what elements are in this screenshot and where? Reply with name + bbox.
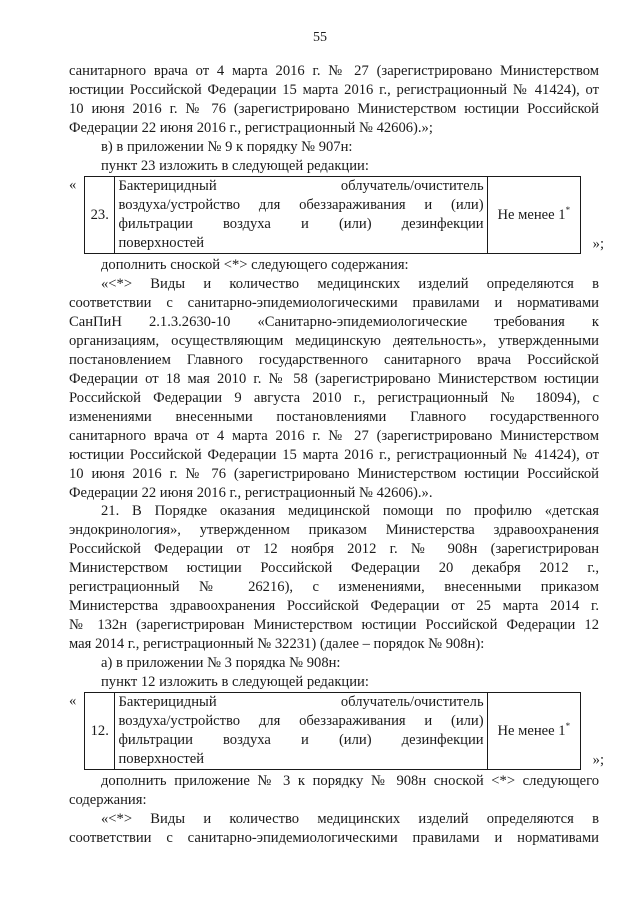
text-line: Федерации от 18 мая 2010 г. № 58 (зарегистрировано Министерством юстиции xyxy=(69,371,599,387)
subitem-v: в) в приложении № 9 к порядку № 907н: xyxy=(101,139,353,155)
subitem-v-instruction: пункт 23 изложить в следующей редакции: xyxy=(101,158,369,174)
text-line: Министерством юстиции Российской Федерации 20 декабря 2012 г., xyxy=(69,560,599,576)
text-line: изменениями внесенными постановлениями Главного государственного xyxy=(69,409,599,425)
item-description xyxy=(115,693,487,770)
footnote-intro: дополнить приложение № 3 к порядку № 908н сноской <*> следующего xyxy=(101,773,599,789)
text-line: 21. В Порядке оказания медицинской помощи по профилю «детская xyxy=(101,503,599,519)
text-line: соответствии с санитарно-эпидемиологическими правилами и нормативами xyxy=(69,830,599,846)
text-line: Российской Федерации 9 августа 2010 г., регистрационный № 18094), с xyxy=(69,390,599,406)
footnote-intro: дополнить сноской <*> следующего содержания: xyxy=(101,257,409,273)
description-line: поверхностей xyxy=(118,751,205,767)
item-number: 12. xyxy=(85,693,115,770)
text-line: 10 июня 2016 г. № 76 (зарегистрировано Министерством юстиции Российской xyxy=(69,101,599,117)
footnote-intro: содержания: xyxy=(69,792,147,808)
text-line: юстиции Российской Федерации 15 марта 2016 г., регистрационный № 41424), от xyxy=(69,447,599,463)
text-line: санитарного врача от 4 марта 2016 г. № 27 (зарегистрировано Министерством xyxy=(69,428,599,444)
text-line: соответствии с санитарно-эпидемиологическими правилами и нормативами xyxy=(69,295,599,311)
footnote-mark: * xyxy=(565,720,571,731)
text-line: № 132н (зарегистрирован Министерством юстиции Российской Федерации 12 xyxy=(69,617,599,633)
description-line: Бактерицидный облучатель/очиститель xyxy=(118,178,484,194)
description-line: фильтрации воздуха и (или) дезинфекции xyxy=(118,732,484,748)
quoted-table-23 xyxy=(69,176,604,254)
item-number: 23. xyxy=(85,177,115,254)
text-line: организациям, осуществляющим медицинскую деятельность», утвержденными xyxy=(69,333,599,349)
text-line: СанПиН 2.1.3.2630-10 «Санитарно-эпидемиологические требования к xyxy=(69,314,599,330)
close-quote: »; xyxy=(592,236,604,252)
quoted-table-12 xyxy=(69,692,604,770)
open-quote: « xyxy=(69,177,77,193)
text-line: постановлением Главного государственного санитарного врача Российской xyxy=(69,352,599,368)
description-line: воздуха/устройство для обеззараживания и (или) xyxy=(118,713,484,729)
text-line: мая 2014 г., регистрационный № 32231) (далее – порядок № 908н): xyxy=(69,636,485,652)
table-row xyxy=(85,177,581,254)
equipment-table xyxy=(84,692,581,770)
item-quantity xyxy=(487,693,580,770)
text-line: Федерации 22 июня 2016 г., регистрационный № 42606).». xyxy=(69,485,433,501)
subitem-a: а) в приложении № 3 порядка № 908н: xyxy=(101,655,341,671)
text-line: регистрационный № 26216), с изменениями, внесенными приказом xyxy=(69,579,599,595)
text-line: юстиции Российской Федерации 15 марта 2016 г., регистрационный № 41424), от xyxy=(69,82,599,98)
description-line: воздуха/устройство для обеззараживания и (или) xyxy=(118,197,484,213)
description-line: Бактерицидный облучатель/очиститель xyxy=(118,694,484,710)
close-quote: »; xyxy=(592,752,604,768)
quantity-text: Не менее 1 xyxy=(497,206,566,223)
open-quote: « xyxy=(69,693,77,709)
text-line: «<*> Виды и количество медицинских изделий определяются в xyxy=(101,811,599,827)
description-line: фильтрации воздуха и (или) дезинфекции xyxy=(118,216,484,232)
text-line: «<*> Виды и количество медицинских изделий определяются в xyxy=(101,276,599,292)
footnote-section-1 xyxy=(69,256,599,503)
text-line: санитарного врача от 4 марта 2016 г. № 27 (зарегистрировано Министерством xyxy=(69,63,599,79)
description-line: поверхностей xyxy=(118,235,205,251)
text-line: Министерства здравоохранения Российской Федерации от 25 марта 2014 г. xyxy=(69,598,599,614)
text-line: Федерации 22 июня 2016 г., регистрационный № 42606).»; xyxy=(69,120,433,136)
text-line: Российской Федерации от 12 ноября 2012 г. № 908н (зарегистрирован xyxy=(69,541,599,557)
equipment-table xyxy=(84,176,581,254)
quantity-text: Не менее 1 xyxy=(497,722,566,739)
paragraph-21 xyxy=(69,502,599,692)
page-number: 55 xyxy=(313,30,327,45)
footnote-mark: * xyxy=(565,204,571,215)
table-row xyxy=(85,693,581,770)
item-quantity xyxy=(487,177,580,254)
paragraph-continuation xyxy=(69,62,599,176)
item-description xyxy=(115,177,487,254)
footnote-section-2 xyxy=(69,772,599,848)
text-line: 10 июня 2016 г. № 76 (зарегистрировано Министерством юстиции Российской xyxy=(69,466,599,482)
text-line: эндокринология», утвержденном приказом Министерства здравоохранения xyxy=(69,522,599,538)
subitem-a-instruction: пункт 12 изложить в следующей редакции: xyxy=(101,674,369,690)
